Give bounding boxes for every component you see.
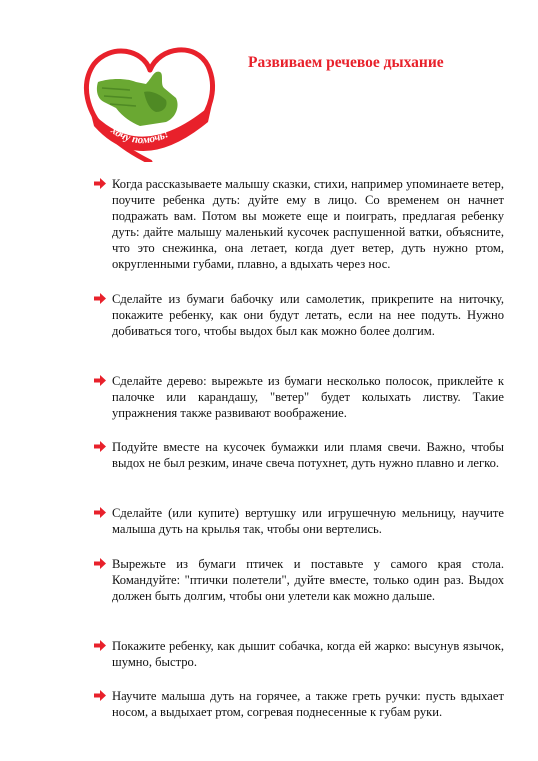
list-item — [94, 556, 504, 604]
list-item — [94, 688, 504, 720]
arrow-right-icon — [94, 178, 106, 189]
arrow-right-icon — [94, 293, 106, 304]
logo-text: хочу помочь! — [108, 124, 171, 147]
list-item-text: Сделайте дерево: вырежьте из бумаги несколько полосок, приклейте к палочке или карандашу, "ветер" будет колыхать листву. Такие упражнения также развивают воображение. — [112, 373, 504, 421]
page-title: Развиваем речевое дыхание — [248, 54, 444, 71]
arrow-right-icon — [94, 441, 106, 452]
logo — [80, 42, 220, 162]
list-item — [94, 373, 504, 421]
list-item-text: Сделайте (или купите) вертушку или игрушечную мельницу, научите малыша дуть на крылья так, чтобы они вертелись. — [112, 506, 504, 537]
arrow-right-icon — [94, 690, 106, 701]
list-item — [94, 638, 504, 670]
list-item-text: Когда рассказываете малышу сказки, стихи, например упоминаете ветер, поучите ребенка дуть: дуйте ему в лицо. Со временем он начнет подражать вам. Потом вы можете еще и поиграть, предлагая ребенку дуть: дайте малышу маленький кусочек распушенной ватки, объясните, что это снежинка, она летает, когда дует ветер, дуть нужно ртом, округленными губами, плавно, а вдыхать через нос. — [112, 177, 504, 272]
list-item — [94, 176, 504, 273]
arrow-right-icon — [94, 558, 106, 569]
list-item-text: Подуйте вместе на кусочек бумажки или пламя свечи. Важно, чтобы выдох не был резким, иначе свеча потухнет, дуть нужно плавно и легко. — [112, 440, 504, 471]
list-item-text: Покажите ребенку, как дышит собачка, когда ей жарко: высунув язычок, шумно, быстро. — [112, 638, 504, 669]
list-item — [94, 439, 504, 471]
arrow-right-icon — [94, 507, 106, 518]
arrow-right-icon — [94, 375, 106, 386]
heart-hands-logo-icon — [80, 42, 220, 162]
arrow-right-icon — [94, 640, 106, 651]
list-item — [94, 291, 504, 339]
list-item-text: Вырежьте из бумаги птичек и поставьте у самого края стола. Командуйте: "птички полетели", дуйте вместе, только один раз. Выдох должен быть долгим, чтобы они улетели как можно дальше. — [112, 556, 504, 603]
list-item-text: Сделайте из бумаги бабочку или самолетик, прикрепите на ниточку, покажите ребенку, как они будут летать, если на нее подуть. Нужно добиваться того, чтобы выдох был как можно более долгим. — [112, 291, 504, 338]
tips-list — [94, 176, 504, 720]
list-item-text: Научите малыша дуть на горячее, а также греть ручки: пусть вдыхает носом, а выдыхает ртом, согревая поднесенные к губам руки. — [112, 688, 504, 720]
list-item — [94, 505, 504, 537]
